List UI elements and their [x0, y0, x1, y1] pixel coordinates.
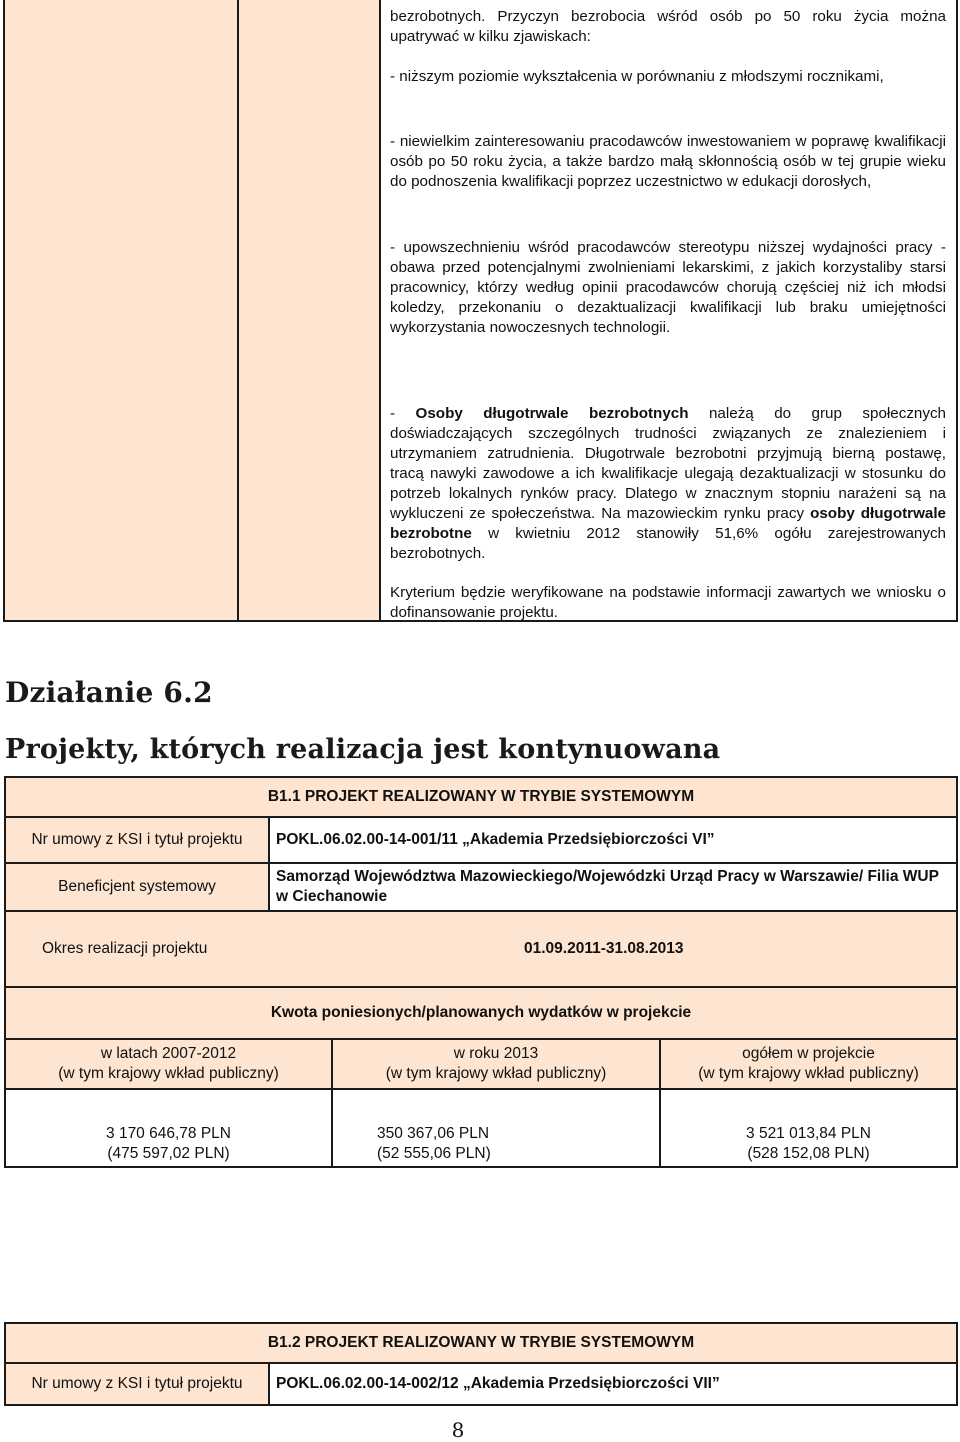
- contract-label-2: Nr umowy z KSI i tytuł projektu: [31, 1375, 243, 1392]
- paragraph-long-term-unemployed: [390, 404, 946, 564]
- text-long-term-2: w kwietniu 2012 stanowiły 51,6% ogółu zarejestrowanych bezrobotnych.: [390, 525, 946, 562]
- value-2007-2012: [6, 1090, 331, 1166]
- column-header-total: [661, 1040, 956, 1088]
- value-2013-line2: (52 555,06 PLN): [377, 1145, 491, 1162]
- paragraph-criterion: Kryterium będzie weryfikowane na podstawie informacji zawartych we wniosku o dofinansowanie projektu.: [390, 584, 946, 621]
- column-header-2013: [333, 1040, 659, 1088]
- bold-long-term: Osoby długotrwale bezrobotnych: [415, 405, 689, 422]
- column-header-total-line1: ogółem w projekcie: [742, 1045, 875, 1062]
- contract-label: Nr umowy z KSI i tytuł projektu: [31, 831, 243, 848]
- paragraph-employers-investment: - niewielkim zainteresowaniu pracodawców inwestowaniem w poprawę kwalifikacji osób po 50 roku życia, a także bardzo małą skłonnością osób w tej grupie wieku do podnoszenia kwalifikacji poprzez uczestnictwo w edukacji dorosłych,: [390, 133, 946, 190]
- period-value: 01.09.2011-31.08.2013: [524, 940, 684, 957]
- contract-value: POKL.06.02.00-14-001/11 „Akademia Przedsiębiorczości VI”: [270, 818, 956, 862]
- period-label: Okres realizacji projektu: [42, 940, 208, 957]
- column-header-2013-line2: (w tym krajowy wkład publiczny): [385, 1065, 607, 1082]
- value-2013: [333, 1090, 659, 1166]
- project-table-2: [4, 1322, 958, 1406]
- column-header-2007-2012: [6, 1040, 331, 1088]
- paragraph-intro: bezrobotnych. Przyczyn bezrobocia wśród osób po 50 roku życia można upatrywać w kilku zjawiskach:: [390, 8, 946, 45]
- text-long-term-1: należą do grup społecznych doświadczających szczególnych trudności związanych ze znalezieniem i utrzymaniem zatrudnienia. Długotrwale bezrobotni przyjmują bierną postawę, tracą nawyki zawodowe a ich kwalifikacje ulegają dezaktualizacji w stosunku do potrzeb lokalnych rynków pracy. Dlatego w znacznym stopniu narażeni są na wykluczeni ze społeczeństwa. Na mazowieckim rynku pracy: [390, 405, 946, 522]
- value-total-line2: (528 152,08 PLN): [747, 1145, 870, 1162]
- heading-section: Projekty, których realizacja jest kontynuowana: [5, 734, 721, 765]
- heading-action: Działanie 6.2: [5, 676, 213, 709]
- project-1-title: B1.1 PROJEKT REALIZOWANY W TRYBIE SYSTEMOWYM: [267, 788, 695, 805]
- beneficiary-value: Samorząd Województwa Mazowieckiego/Wojewódzki Urząd Pracy w Warszawie/ Filia WUP w Ciechanowie: [270, 864, 956, 910]
- criteria-table-mid-cell: [239, 0, 381, 620]
- value-2007-2012-line1: 3 170 646,78 PLN: [106, 1125, 231, 1142]
- column-header-total-line2: (w tym krajowy wkład publiczny): [698, 1065, 919, 1082]
- value-total: [661, 1090, 956, 1166]
- project-2-title: B1.2 PROJEKT REALIZOWANY W TRYBIE SYSTEMOWYM: [267, 1334, 695, 1351]
- project-table-1: [4, 776, 958, 1168]
- expenses-title: Kwota poniesionych/planowanych wydatków w projekcie: [270, 1004, 692, 1021]
- page-number: 8: [451, 1418, 465, 1442]
- column-header-2013-line1: w roku 2013: [453, 1045, 539, 1062]
- column-header-2007-2012-line2: (w tym krajowy wkład publiczny): [58, 1065, 279, 1082]
- paragraph-stereotype: - upowszechnieniu wśród pracodawców stereotypu niższej wydajności pracy - obawa przed potencjalnymi zwolnieniami lekarskimi, z jakich korzystaliby starsi pracownicy, którzy według opinii pracodawców chorują częściej niż ich młodsi koledzy, przekonaniu o dezaktualizacji kwalifikacji lub braku umiejętności wykorzystania nowoczesnych technologii.: [390, 239, 946, 336]
- column-header-2007-2012-line1: w latach 2007-2012: [100, 1045, 237, 1062]
- value-2007-2012-line2: (475 597,02 PLN): [107, 1145, 230, 1162]
- criteria-table-left-cell: [5, 0, 239, 620]
- value-total-line1: 3 521 013,84 PLN: [746, 1125, 871, 1142]
- beneficiary-label: Beneficjent systemowy: [58, 878, 216, 895]
- contract-value-2: POKL.06.02.00-14-002/12 „Akademia Przedsiębiorczości VII”: [270, 1364, 956, 1404]
- dash: -: [390, 405, 416, 422]
- value-2013-line1: 350 367,06 PLN: [377, 1125, 490, 1142]
- bold-long-term-2: osoby długotrwale bezrobotne: [390, 505, 946, 542]
- paragraph-education: - niższym poziomie wykształcenia w porównaniu z młodszymi rocznikami,: [390, 68, 884, 85]
